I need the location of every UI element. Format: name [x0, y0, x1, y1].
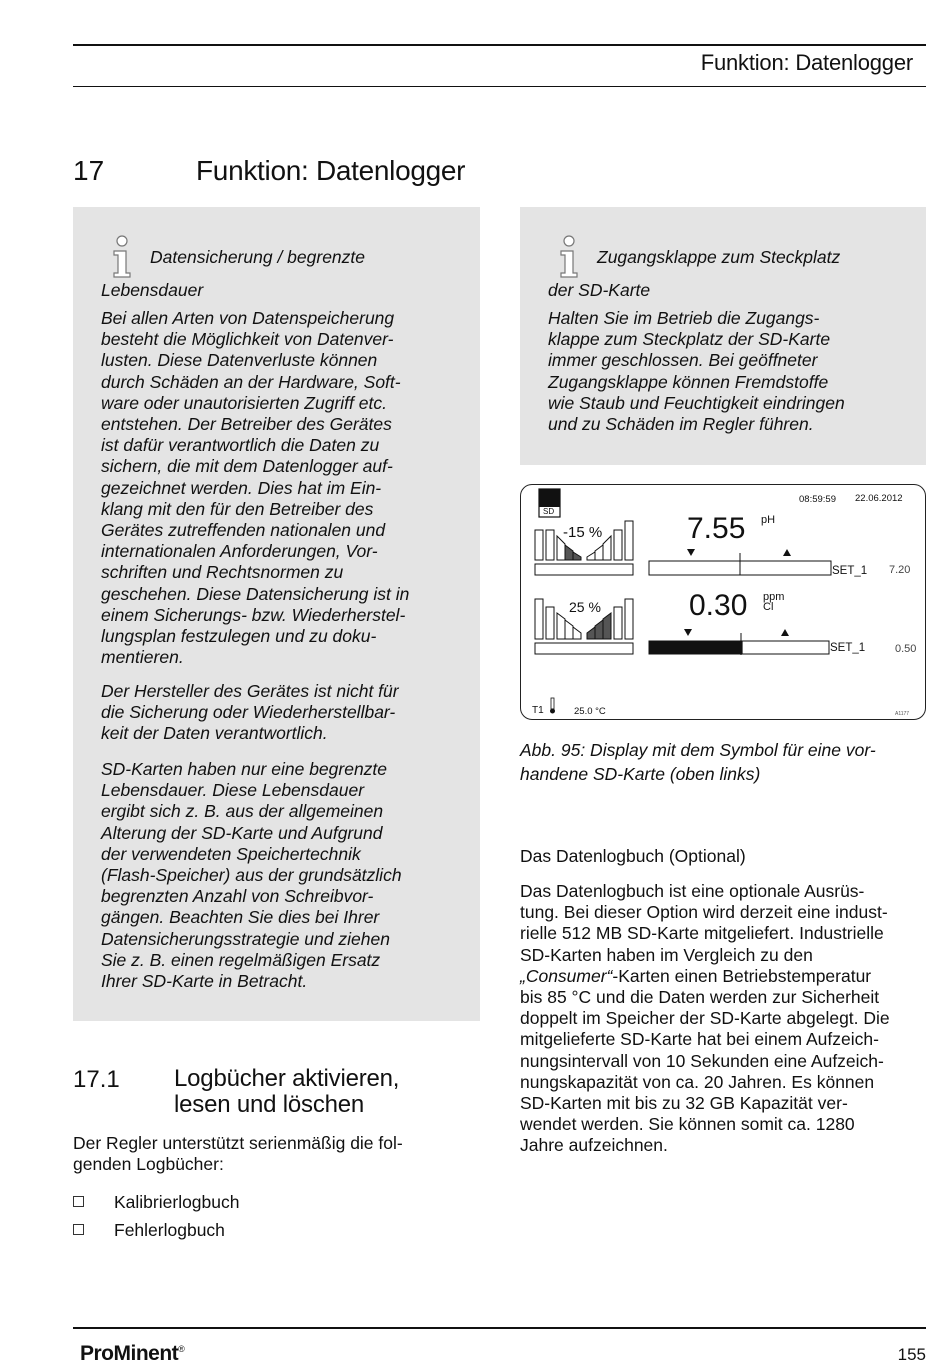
sd-label: SD	[543, 507, 555, 516]
ch2-high-marker	[781, 629, 789, 636]
ch1-scale	[649, 553, 831, 575]
display-date: 22.06.2012	[855, 493, 903, 504]
running-header-title: Funktion: Datenlogger	[700, 50, 913, 75]
thermometer-icon	[550, 698, 555, 714]
ch2-unit-cl: Cl	[763, 601, 774, 613]
info-box-title-line2: der SD-Karte	[548, 280, 651, 300]
list-item: Fehlerlogbuch	[73, 1220, 225, 1241]
display-time: 08:59:59	[799, 494, 836, 505]
info-box-title-line2: Lebensdauer	[101, 280, 204, 300]
header-bottom-rule	[73, 86, 926, 87]
ch2-unit-ppm: ppm	[763, 591, 785, 603]
display-graphic	[521, 485, 925, 719]
ch1-low-marker	[687, 549, 695, 556]
chapter-number: 17	[73, 155, 105, 186]
optional-paragraph: Das Datenlogbuch ist eine optionale Ausrüs- tung. Bei dieser Option wird derzeit eine indust- rielle 512 MB SD-Karte mitgeliefert. Industrielle SD-Karten haben im Vergleich zu den „Consumer“-Karten einen Betriebstemperatur bis 85 °C und die Daten werden zur Sicherheit doppelt im Speicher der SD-Karte abgelegt. Die mitgelieferte SD-Karte hat bei einem Aufzeich- nungsintervall von 10 Sekunden eine Aufzeich- nungskapazität von ca. 20 Jahren. Es können SD-Karten mit bis zu 32 GB Kapazität ver- wendet werden. Sie können somit ca. 1280 Jahre aufzeichnen.	[520, 881, 890, 1156]
section-number: 17.1	[73, 1066, 120, 1093]
info-box-title-line1: Datensicherung / begrenzte	[150, 247, 365, 267]
info-box-paragraph-2: Der Hersteller des Gerätes ist nicht für die Sicherung oder Wiederherstellbar- keit der Daten verantwortlich.	[101, 681, 399, 744]
optional-heading: Das Datenlogbuch (Optional)	[520, 846, 746, 866]
info-box-data-backup	[73, 207, 480, 1021]
info-box-sd-slot-flap	[520, 207, 926, 465]
ch2-low-marker	[684, 629, 692, 636]
ch1-value: 7.55	[687, 512, 746, 545]
ch1-unit: pH	[761, 514, 776, 526]
info-icon	[109, 235, 135, 279]
figure-code: A1177	[895, 711, 910, 717]
bullet-square-icon	[73, 1224, 84, 1235]
controller-display-figure	[520, 484, 926, 720]
ch1-set-label: SET_1	[832, 565, 868, 577]
ch2-setpoint: 0.50	[895, 643, 917, 655]
temp-value: 25.0 °C	[574, 706, 606, 717]
ch2-value: 0.30	[689, 589, 748, 622]
ch1-high-marker	[783, 549, 791, 556]
info-box-paragraph-1: Halten Sie im Betrieb die Zugangs- klappe zum Steckplatz der SD-Karte immer geschlossen. Bei geöffneter Zugangsklappe können Fremdstoffe wie Staub und Feuchtigkeit eindringen und zu Schäden im Regler führen.	[548, 308, 845, 435]
ch2-scale-fill	[649, 641, 743, 654]
prominent-logo: ProMinent®	[80, 1342, 185, 1365]
figure-caption: Abb. 95: Display mit dem Symbol für eine vor- handene SD-Karte (oben links)	[520, 740, 876, 784]
temp-label: T1	[532, 705, 544, 716]
ch1-percent: -15 %	[563, 524, 603, 541]
ch2-scale	[649, 633, 829, 655]
info-box-paragraph-1: Bei allen Arten von Datenspeicherung besteht die Möglichkeit von Datenver- lusten. Diese Datenverluste können durch Schäden an der Hardware, Soft- ware oder unautorisierten Zugriff etc. entstehen. Der Betreiber des Gerätes ist dafür verantwortlich die Daten zu sichern, die mit dem Datenlogger auf- gezeichnet werden. Dies hat im Ein- klang mit den für den Betreiber des Gerätes zutreffenden nationalen und internationalen Anforderungen, Vor- schriften und Rechtsnormen zu geschehen. Diese Datensicherung ist in einem Sicherungs- bzw. Wiederherstel- lungsplan festzulegen und zu doku- mentieren.	[101, 308, 410, 668]
ch2-percent: 25 %	[569, 599, 601, 615]
info-box-title-line1: Zugangsklappe zum Steckplatz	[597, 247, 841, 267]
page-number: 155	[897, 1345, 926, 1364]
section-intro: Der Regler unterstützt serienmäßig die fol- genden Logbücher:	[73, 1133, 403, 1175]
section-title: Logbücher aktivieren, lesen und löschen	[174, 1065, 400, 1118]
info-icon	[556, 235, 582, 279]
footer-rule	[73, 1327, 926, 1329]
sd-card-icon	[539, 489, 560, 517]
list-item: Kalibrierlogbuch	[73, 1192, 240, 1213]
bullet-square-icon	[73, 1196, 84, 1207]
ch1-setpoint: 7.20	[889, 564, 911, 576]
info-box-paragraph-3: SD-Karten haben nur eine begrenzte Lebensdauer. Diese Lebensdauer ergibt sich z. B. aus der allgemeinen Alterung der SD-Karte und Aufgrund der verwendeten Speichertechnik (Flash-Speicher) aus der grundsätzlich begrenzten Anzahl von Schreibvor- gängen. Beachten Sie dies bei Ihrer Datensicherungsstrategie und ziehen Sie z. B. einen regelmäßigen Ersatz Ihrer SD-Karte in Betracht.	[101, 759, 402, 992]
consumer-term: „Consumer“	[520, 965, 613, 986]
ch2-set-label: SET_1	[830, 642, 866, 654]
header-top-rule	[73, 44, 926, 46]
chapter-title: Funktion: Datenlogger	[196, 155, 466, 186]
